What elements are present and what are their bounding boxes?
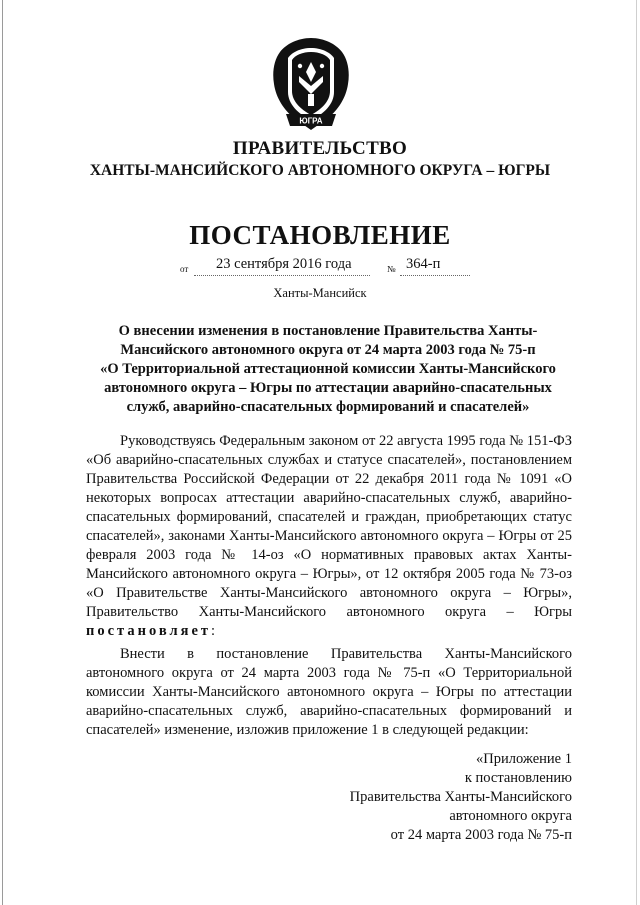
subject-line: служб, аварийно-спасательных формирований и спасателей» xyxy=(126,399,530,415)
government-title: ПРАВИТЕЛЬСТВО xyxy=(232,138,408,159)
subject-line: Мансийского автономного округа от 24 марта 2003 года № 75-п xyxy=(120,342,536,358)
preamble-text: Руководствуясь Федеральным законом от 22 августа 1995 года № 151-ФЗ «Об аварийно-спасательных службах и статусе спасателей», постановлением Правительства Российской Федерации от 22 декабря 2011 года № 1091 «О некоторых вопросах аттестации аварийно-спасательных служб, аварийно-спасательных формирований, спасателей и граждан, приобретающих статус спасателей», законами Ханты-Мансийского автономного округа – Югры от 25 февраля 2003 года № 14-оз «О нормативных правовых актах Ханты-Мансийского автономного округа – Югры», от 12 октября 2005 года № 73-оз «О Правительстве Ханты-Мансийского автономного округа – Югры», Правительство Ханты-Мансийского автономного округа – Югры xyxy=(86,433,572,620)
appendix-reference xyxy=(350,750,572,845)
subject-line: О внесении изменения в постановление Правительства Ханты- xyxy=(118,323,538,339)
city-name: Ханты-Мансийск xyxy=(273,286,367,300)
amendment-paragraph: Внести в постановление Правительства Ханты-Мансийского автономного округа от 24 марта 2003 года № 75-п «О Территориальной комиссии Ханты-Мансийского автономного округа – Югры по аттестации аварийно-спасательных служб, аварийно-спасательных формирований и спасателей» изменение, изложив приложение 1 в следующей редакции: xyxy=(86,646,572,738)
date-value: 23 сентября 2016 года xyxy=(216,256,352,272)
appendix-line: Правительства Ханты-Мансийского xyxy=(349,789,572,805)
scan-edge-left xyxy=(2,0,3,905)
date-number-row xyxy=(180,256,480,278)
emblem-caption: ЮГРА xyxy=(299,116,323,126)
document-type-heading: ПОСТАНОВЛЕНИЕ xyxy=(189,220,451,250)
appendix-line: к постановлению xyxy=(464,770,572,786)
resolves-colon: : xyxy=(211,623,216,639)
resolves-word: постановляет xyxy=(86,623,212,639)
appendix-line: автономного округа xyxy=(449,808,572,824)
appendix-line: от 24 марта 2003 года № 75-п xyxy=(390,827,572,843)
number-label: № xyxy=(387,264,396,274)
coat-of-arms-icon xyxy=(268,36,354,134)
preamble-paragraph xyxy=(86,432,572,641)
scan-edge-right xyxy=(636,0,637,905)
government-subtitle: ХАНТЫ-МАНСИЙСКОГО АВТОНОМНОГО ОКРУГА – ЮГРЫ xyxy=(89,162,551,179)
subject-line: автономного округа – Югры по аттестации аварийно-спасательных xyxy=(104,380,552,396)
document-subject xyxy=(84,322,572,417)
appendix-line: «Приложение 1 xyxy=(476,751,572,767)
date-label: от xyxy=(180,264,189,274)
number-underline xyxy=(400,275,470,276)
number-value: 364-п xyxy=(406,256,441,272)
subject-line: «О Территориальной аттестационной комиссии Ханты-Мансийского xyxy=(100,361,556,377)
date-underline xyxy=(194,275,370,276)
